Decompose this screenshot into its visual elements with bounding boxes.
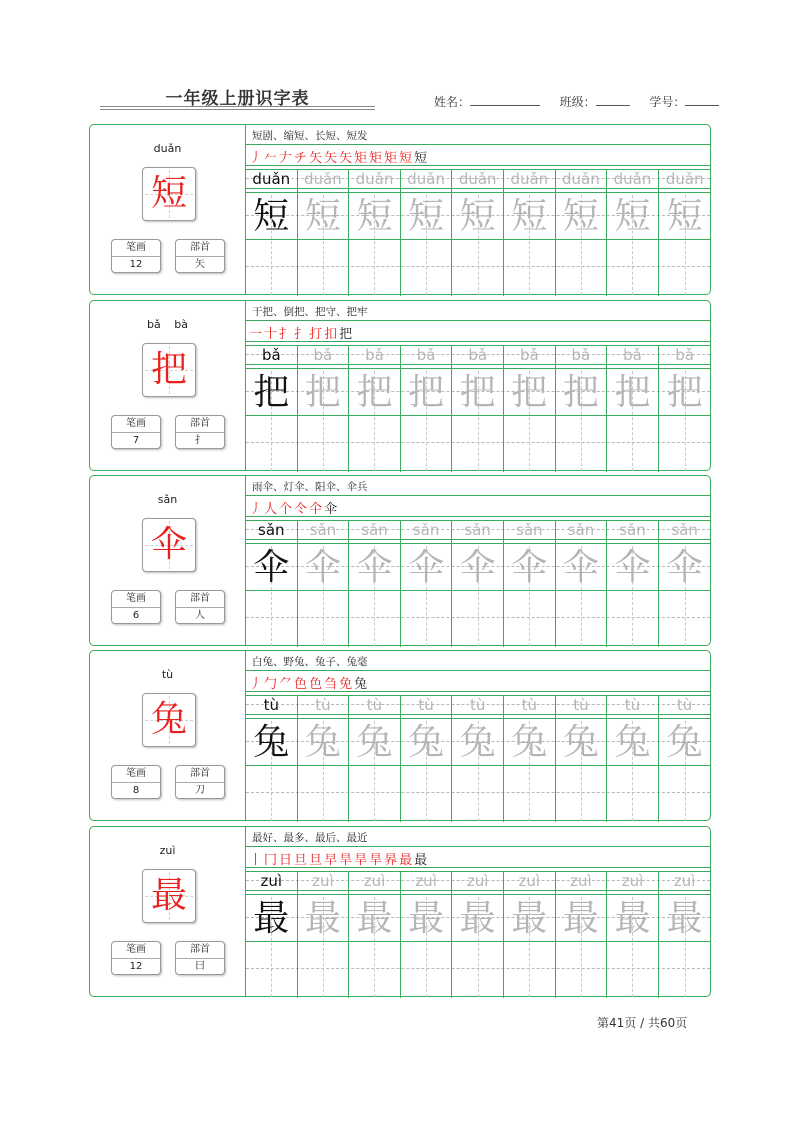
cell-pinyin: tù <box>469 696 486 714</box>
stroke-step: 日 <box>279 853 293 868</box>
cell-character: 把 <box>253 372 290 413</box>
practice-area <box>246 476 710 645</box>
main-character: 伞 <box>150 524 187 565</box>
tracing-cell[interactable] <box>298 345 350 472</box>
stroke-step: 丿 <box>249 151 263 166</box>
stroke-count-box <box>111 765 161 799</box>
stroke-count-value: 7 <box>132 435 140 446</box>
cell-pinyin: tù <box>573 696 589 714</box>
tracing-cell[interactable] <box>659 169 711 296</box>
row-divider <box>246 691 710 692</box>
character-card <box>89 124 711 295</box>
stroke-step: 仐 <box>309 502 323 517</box>
stroke-step: ⺈ <box>279 677 293 692</box>
practice-grid <box>246 695 711 822</box>
radical-value: 扌 <box>195 435 205 446</box>
stroke-count-value: 6 <box>132 610 140 621</box>
tracing-cell[interactable] <box>556 520 608 647</box>
main-character: 把 <box>150 349 187 390</box>
stroke-step: 矢 <box>324 151 338 166</box>
cell-pinyin: duǎn <box>252 170 291 188</box>
cell-pinyin: tù <box>315 696 331 714</box>
character-box <box>142 518 196 572</box>
student-id-label: 学号： <box>649 95 686 109</box>
stroke-step: 兔 <box>354 677 368 692</box>
cell-character: 最 <box>304 898 341 939</box>
row-divider <box>246 670 710 671</box>
page-number: 第41页 / 共60页 <box>597 1016 688 1030</box>
tracing-cell[interactable] <box>401 695 453 822</box>
tracing-cell[interactable] <box>504 345 556 472</box>
tracing-cell[interactable] <box>349 169 401 296</box>
cell-character: 伞 <box>356 547 393 588</box>
radical-label: 部首 <box>176 942 224 959</box>
radical-box <box>175 239 225 273</box>
stroke-step: 矩 <box>384 151 398 166</box>
cell-pinyin: zuì <box>260 872 283 890</box>
stroke-step: 扌 <box>294 327 308 342</box>
tracing-cell[interactable] <box>556 871 608 998</box>
stroke-order <box>249 673 369 691</box>
cell-character: 短 <box>614 196 651 237</box>
tracing-cell[interactable] <box>504 169 556 296</box>
practice-area <box>246 301 710 470</box>
row-divider <box>246 846 710 847</box>
cell-character: 短 <box>304 196 341 237</box>
cell-character: 把 <box>511 372 548 413</box>
stroke-step: 个 <box>279 502 293 517</box>
stroke-step: 矢 <box>339 151 353 166</box>
stroke-step: 勹 <box>264 677 278 692</box>
cell-pinyin: duǎn <box>355 170 394 188</box>
cell-character: 短 <box>511 196 548 237</box>
cell-pinyin: tù <box>418 696 434 714</box>
character-info <box>90 125 246 294</box>
cell-pinyin: sǎn <box>516 521 543 539</box>
stroke-count-label: 笔画 <box>112 416 160 433</box>
cell-pinyin: sǎn <box>309 521 337 539</box>
cell-character: 兔 <box>304 722 341 763</box>
radical-box <box>175 590 225 624</box>
practice-grid <box>246 871 711 998</box>
cell-character: 兔 <box>459 722 496 763</box>
cell-pinyin: zuì <box>363 872 386 890</box>
example-words: 雨伞、灯伞、阳伞、伞兵 <box>252 481 368 493</box>
tracing-cell[interactable] <box>452 695 504 822</box>
cell-pinyin: sǎn <box>619 521 646 539</box>
title-underline <box>100 106 375 107</box>
tracing-cell[interactable] <box>452 520 504 647</box>
cell-character: 兔 <box>666 722 703 763</box>
practice-grid <box>246 345 711 472</box>
tracing-cell[interactable] <box>504 695 556 822</box>
cell-character: 短 <box>562 196 599 237</box>
cell-pinyin: bǎ <box>313 346 333 364</box>
character-pinyin: zuì <box>159 844 176 857</box>
cell-character: 短 <box>666 196 703 237</box>
stroke-step: 色 <box>294 677 308 692</box>
character-box <box>142 869 196 923</box>
tracing-cell[interactable] <box>349 345 401 472</box>
radical-label: 部首 <box>176 766 224 783</box>
cell-character: 伞 <box>562 547 599 588</box>
cell-character: 最 <box>511 898 548 939</box>
stroke-order <box>249 147 429 165</box>
stroke-step: 刍 <box>324 677 338 692</box>
cell-pinyin: duǎn <box>562 170 600 188</box>
character-box <box>142 343 196 397</box>
cell-pinyin: bǎ <box>365 346 384 364</box>
stroke-count-label: 笔画 <box>112 240 160 257</box>
stroke-step: 丿 <box>249 677 263 692</box>
tracing-cell[interactable] <box>556 345 608 472</box>
cell-pinyin: bǎ <box>623 346 642 364</box>
cell-character: 最 <box>356 898 393 939</box>
cell-pinyin: duǎn <box>510 170 549 188</box>
cell-pinyin: zuì <box>673 872 696 890</box>
tracing-cell[interactable] <box>298 695 350 822</box>
stroke-step: 打 <box>309 327 323 342</box>
cell-character: 伞 <box>614 547 651 588</box>
cell-pinyin: sǎn <box>258 521 285 539</box>
tracing-cell[interactable] <box>349 695 401 822</box>
tracing-cell[interactable] <box>452 345 504 472</box>
cell-character: 短 <box>408 196 445 237</box>
cell-character: 短 <box>253 196 290 237</box>
cell-pinyin: sǎn <box>412 521 440 539</box>
stroke-count-value: 8 <box>132 785 140 796</box>
model-cell[interactable] <box>246 695 298 822</box>
character-info <box>90 651 246 820</box>
row-divider <box>246 495 710 496</box>
name-label: 姓名： <box>434 95 471 109</box>
tracing-cell[interactable] <box>504 520 556 647</box>
model-cell[interactable] <box>246 520 298 647</box>
stroke-step: 最 <box>399 853 413 868</box>
tracing-cell[interactable] <box>401 871 453 998</box>
stroke-count-value: 12 <box>129 259 143 270</box>
stroke-count-box <box>111 941 161 975</box>
character-info <box>90 301 246 470</box>
cell-character: 兔 <box>562 722 599 763</box>
cell-character: 兔 <box>511 722 548 763</box>
cell-pinyin: bǎ <box>416 346 436 364</box>
cell-character: 伞 <box>666 547 703 588</box>
stroke-step: 伞 <box>324 502 338 517</box>
cell-character: 把 <box>408 372 445 413</box>
cell-character: 最 <box>666 898 703 939</box>
cell-pinyin: zuì <box>415 872 437 890</box>
stroke-step: 矢 <box>309 151 323 166</box>
radical-box <box>175 415 225 449</box>
character-pinyin: duǎn <box>153 142 182 155</box>
stroke-step: 丨 <box>249 853 263 868</box>
stroke-step: 仒 <box>294 502 308 517</box>
stroke-count-label: 笔画 <box>112 942 160 959</box>
practice-area <box>246 827 710 996</box>
stroke-step: 扌 <box>279 327 293 342</box>
stroke-step: チ <box>294 151 308 166</box>
cell-character: 伞 <box>511 547 548 588</box>
cell-pinyin: duǎn <box>407 170 445 188</box>
stroke-step: 最 <box>414 853 428 868</box>
cell-pinyin: bǎ <box>261 346 281 364</box>
stroke-step: 短 <box>414 151 428 166</box>
example-words: 短剧、缩短、长短、短发 <box>252 130 368 142</box>
main-character: 兔 <box>150 699 187 740</box>
cell-pinyin: bǎ <box>468 346 488 364</box>
character-pinyin: tù <box>161 668 174 681</box>
example-words: 最好、最多、最后、最近 <box>252 832 368 844</box>
stroke-step: 𠂉 <box>264 151 278 166</box>
radical-value: 人 <box>195 610 205 621</box>
radical-box <box>175 941 225 975</box>
cell-character: 把 <box>459 372 496 413</box>
tracing-cell[interactable] <box>401 345 453 472</box>
stroke-step: 矩 <box>369 151 383 166</box>
cell-character: 兔 <box>356 722 393 763</box>
cell-character: 把 <box>356 372 393 413</box>
cell-character: 伞 <box>408 547 445 588</box>
class-label: 班级： <box>559 95 596 109</box>
radical-value: 刀 <box>195 785 205 796</box>
radical-value: 曰 <box>195 961 205 972</box>
cell-pinyin: bǎ <box>519 346 539 364</box>
character-card <box>89 475 711 646</box>
tracing-cell[interactable] <box>607 345 659 472</box>
stroke-step: 丿 <box>249 502 263 517</box>
radical-label: 部首 <box>176 591 224 608</box>
stroke-step: 昦 <box>384 853 398 868</box>
page-header <box>0 0 800 120</box>
tracing-cell[interactable] <box>452 871 504 998</box>
cell-pinyin: duǎn <box>613 170 652 188</box>
cell-character: 最 <box>253 898 290 939</box>
tracing-cell[interactable] <box>504 871 556 998</box>
cell-pinyin: zuì <box>621 872 644 890</box>
cell-character: 短 <box>459 196 496 237</box>
tracing-cell[interactable] <box>607 871 659 998</box>
cell-character: 把 <box>614 372 651 413</box>
tracing-cell[interactable] <box>452 169 504 296</box>
cell-pinyin: zuì <box>518 872 541 890</box>
tracing-cell[interactable] <box>298 871 350 998</box>
cell-character: 最 <box>614 898 651 939</box>
name-field[interactable] <box>470 93 540 106</box>
stroke-step: 旱 <box>354 853 368 868</box>
cell-pinyin: zuì <box>466 872 489 890</box>
cell-pinyin: sǎn <box>671 521 698 539</box>
character-box <box>142 693 196 747</box>
stroke-step: 旱 <box>369 853 383 868</box>
stroke-step: 冂 <box>264 853 278 868</box>
cell-character: 最 <box>459 898 496 939</box>
stroke-step: 旱 <box>339 853 353 868</box>
model-cell[interactable] <box>246 871 298 998</box>
character-pinyin: bǎ bà <box>147 318 188 331</box>
stroke-step: 十 <box>264 327 278 342</box>
tracing-cell[interactable] <box>349 871 401 998</box>
stroke-step: 把 <box>339 327 353 342</box>
radical-label: 部首 <box>176 416 224 433</box>
practice-area <box>246 651 710 820</box>
stroke-step: 矩 <box>354 151 368 166</box>
character-card <box>89 300 711 471</box>
student-info-fields <box>434 93 719 110</box>
tracing-cell[interactable] <box>607 520 659 647</box>
example-words: 白兔、野兔、兔子、兔毫 <box>252 656 368 668</box>
stroke-step: 免 <box>339 677 353 692</box>
tracing-cell[interactable] <box>659 345 711 472</box>
character-card <box>89 826 711 997</box>
stroke-count-value: 12 <box>129 961 143 972</box>
cell-pinyin: tù <box>521 696 537 714</box>
class-field[interactable] <box>596 93 630 106</box>
radical-value: 矢 <box>195 259 205 270</box>
cell-pinyin: zuì <box>312 872 334 890</box>
stroke-step: 早 <box>324 853 338 868</box>
tracing-cell[interactable] <box>659 520 711 647</box>
practice-area <box>246 125 710 294</box>
student-id-field[interactable] <box>685 93 719 106</box>
tracing-cell[interactable] <box>607 169 659 296</box>
stroke-step: 色 <box>309 677 323 692</box>
row-divider <box>246 867 710 868</box>
stroke-step: 短 <box>399 151 413 166</box>
cell-pinyin: sǎn <box>361 521 388 539</box>
cell-pinyin: duǎn <box>665 170 704 188</box>
stroke-order <box>249 323 354 341</box>
tracing-cell[interactable] <box>607 695 659 822</box>
radical-label: 部首 <box>176 240 224 257</box>
stroke-step: 旦 <box>294 853 308 868</box>
row-divider <box>246 341 710 342</box>
tracing-cell[interactable] <box>401 520 453 647</box>
cell-pinyin: tù <box>263 696 279 714</box>
main-character: 短 <box>150 173 187 214</box>
cell-character: 兔 <box>408 722 445 763</box>
cell-character: 把 <box>666 372 703 413</box>
model-cell[interactable] <box>246 169 298 296</box>
stroke-count-label: 笔画 <box>112 766 160 783</box>
tracing-cell[interactable] <box>659 871 711 998</box>
cell-pinyin: bǎ <box>675 346 694 364</box>
row-divider <box>246 144 710 145</box>
stroke-count-label: 笔画 <box>112 591 160 608</box>
model-cell[interactable] <box>246 345 298 472</box>
radical-box <box>175 765 225 799</box>
tracing-cell[interactable] <box>298 169 350 296</box>
cell-character: 把 <box>304 372 341 413</box>
stroke-step: 人 <box>264 502 278 517</box>
tracing-cell[interactable] <box>659 695 711 822</box>
cell-character: 最 <box>408 898 445 939</box>
cell-pinyin: sǎn <box>464 521 491 539</box>
cell-character: 把 <box>562 372 599 413</box>
stroke-order <box>249 498 339 516</box>
tracing-cell[interactable] <box>401 169 453 296</box>
cell-character: 伞 <box>459 547 496 588</box>
tracing-cell[interactable] <box>556 169 608 296</box>
character-info <box>90 827 246 996</box>
cell-pinyin: zuì <box>570 872 592 890</box>
stroke-count-box <box>111 590 161 624</box>
cell-pinyin: duǎn <box>458 170 497 188</box>
practice-grid <box>246 520 711 647</box>
stroke-step: 一 <box>249 327 263 342</box>
row-divider <box>246 165 710 166</box>
stroke-count-box <box>111 239 161 273</box>
cell-character: 伞 <box>304 547 341 588</box>
cell-character: 短 <box>356 196 393 237</box>
character-card <box>89 650 711 821</box>
stroke-count-box <box>111 415 161 449</box>
cell-pinyin: bǎ <box>571 346 591 364</box>
title-underline-double <box>100 109 375 110</box>
example-words: 干把、倒把、把守、把牢 <box>252 306 368 318</box>
page-title: 一年级上册识字表 <box>165 89 310 109</box>
tracing-cell[interactable] <box>556 695 608 822</box>
cell-pinyin: tù <box>676 696 693 714</box>
tracing-cell[interactable] <box>349 520 401 647</box>
cell-character: 伞 <box>253 547 290 588</box>
character-pinyin: sǎn <box>157 493 178 506</box>
cell-pinyin: tù <box>624 696 641 714</box>
cell-character: 兔 <box>614 722 651 763</box>
cell-pinyin: duǎn <box>304 170 342 188</box>
practice-grid <box>246 169 711 296</box>
tracing-cell[interactable] <box>298 520 350 647</box>
row-divider <box>246 320 710 321</box>
cell-pinyin: tù <box>366 696 383 714</box>
main-character: 最 <box>150 875 187 916</box>
character-box <box>142 167 196 221</box>
stroke-step: 𠂇 <box>279 151 293 166</box>
row-divider <box>246 516 710 517</box>
stroke-step: 旦 <box>309 853 323 868</box>
stroke-order <box>249 849 429 867</box>
stroke-step: 扣 <box>324 327 338 342</box>
cell-character: 最 <box>562 898 599 939</box>
character-info <box>90 476 246 645</box>
cell-pinyin: sǎn <box>567 521 595 539</box>
cell-character: 兔 <box>253 722 290 763</box>
